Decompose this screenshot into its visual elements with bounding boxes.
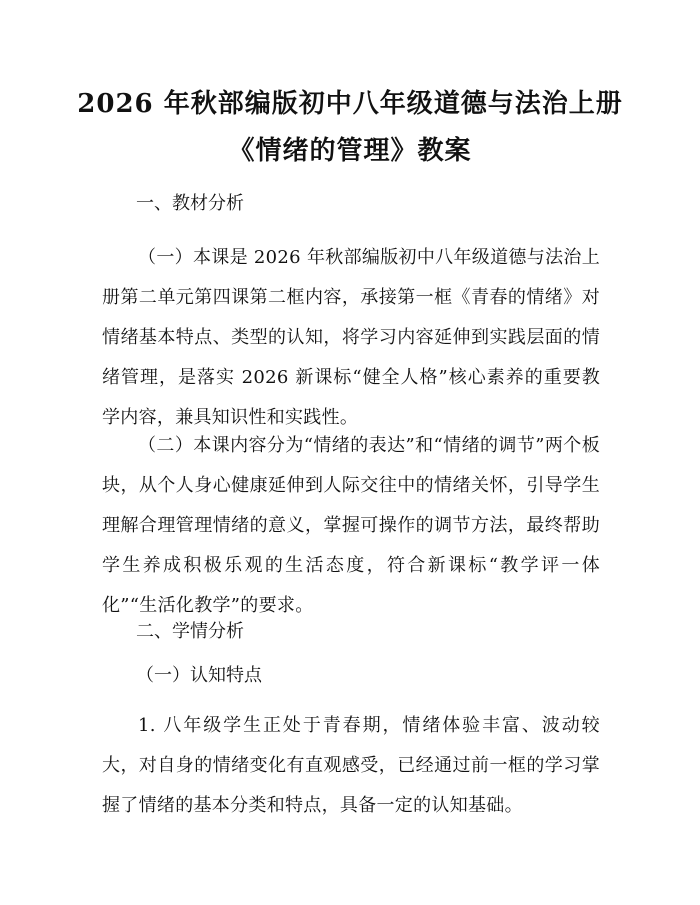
subsection-heading-cognitive-traits: （一）认知特点: [136, 665, 262, 686]
section-heading-student-analysis: 二、学情分析: [136, 621, 244, 642]
paragraph-textbook-analysis-2: （二）本课内容分为“情绪的表达”和“情绪的调节”两个板块，从个人身心健康延伸到人际交往中的情绪关怀，引导学生理解合理管理情绪的意义，掌握可操作的调节方法，最终帮助学生养成积极乐观的生活态度，符合新课标“教学评一体化”“生活化教学”的要求。: [102, 435, 600, 616]
paragraph-textbook-analysis-1: （一）本课是 2026 年秋部编版初中八年级道德与法治上册第二单元第四课第二框内容，承接第一框《青春的情绪》对情绪基本特点、类型的认知，将学习内容延伸到实践层面的情绪管理，是落实 2026 新课标“健全人格”核心素养的重要教学内容，兼具知识性和实践性。: [102, 247, 600, 428]
document-title-line-1: 2026 年秋部编版初中八年级道德与法治上册: [77, 89, 623, 119]
section-heading-textbook-analysis: 一、教材分析: [136, 193, 244, 214]
paragraph-cognitive-traits-item-1: 1. 八年级学生正处于青春期，情绪体验丰富、波动较大，对自身的情绪变化有直观感受，已经通过前一框的学习掌握了情绪的基本分类和特点，具备一定的认知基础。: [102, 715, 600, 816]
document-title-line-2: 《情绪的管理》教案: [228, 136, 472, 166]
